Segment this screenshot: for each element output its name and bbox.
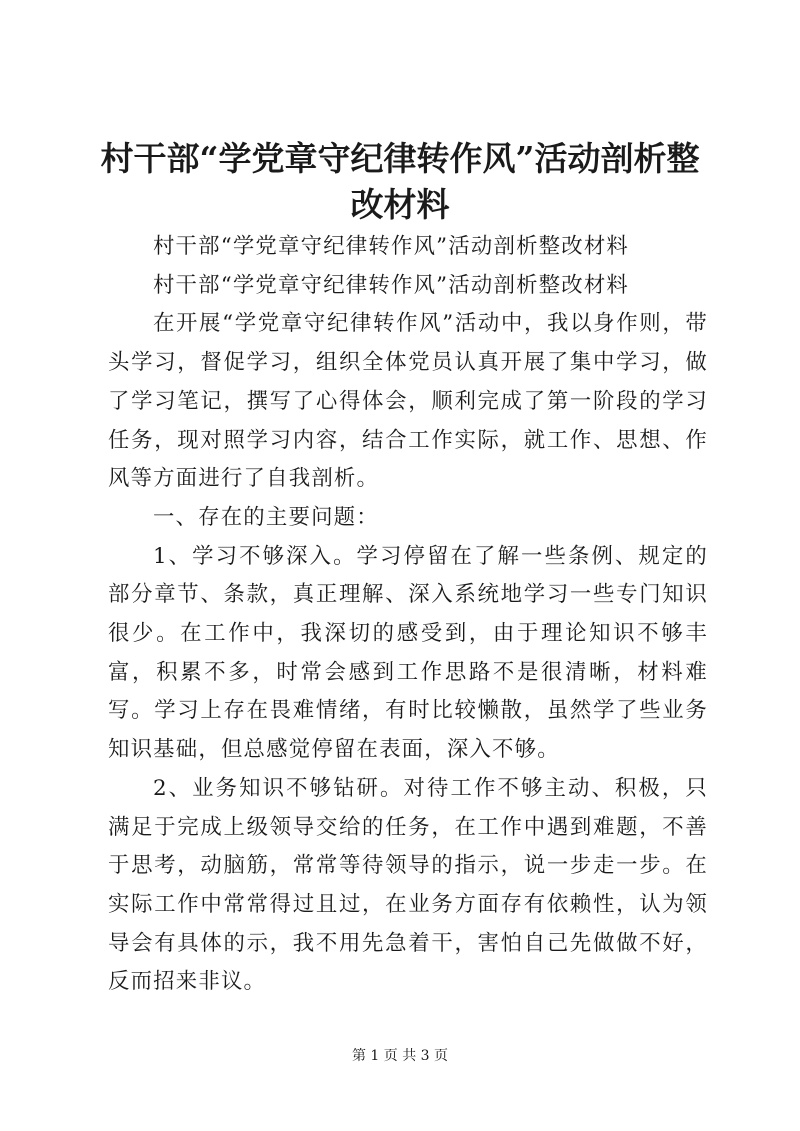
paragraph-item-2: 2、业务知识不够钻研。对待工作不够主动、积极，只满足于完成上级领导交给的任务，在工作中遇到难题，不善于思考，动脑筋，常常等待领导的指示，说一步走一步。在实际工作中常常得过且过，在业务方面存有依赖性，认为领导会有具体的示，我不用先急着干，害怕自己先做做不好，反而招来非议。 (108, 775, 708, 995)
paragraph-item-1: 1、学习不够深入。学习停留在了解一些条例、规定的部分章节、条款，真正理解、深入系统地学习一些专门知识很少。在工作中，我深切的感受到，由于理论知识不够丰富，积累不多，时常会感到工作思路不是很清晰，材料难写。学习上存在畏难情绪，有时比较懒散，虽然学了些业务知识基础，但总感觉停留在表面，深入不够。 (108, 543, 708, 763)
paragraph-subtitle-1: 村干部“学党章守纪律转作风”活动剖析整改材料 (152, 234, 630, 259)
document-body (108, 228, 708, 1002)
paragraph-subtitle-2: 村干部“学党章守纪律转作风”活动剖析整改材料 (152, 272, 630, 298)
paragraph-intro: 在开展“学党章守纪律转作风”活动中，我以身作则，带头学习，督促学习，组织全体党员认真开展了集中学习，做了学习笔记，撰写了心得体会，顺利完成了第一阶段的学习任务，现对照学习内容，结合工作实际，就工作、思想、作风等方面进行了自我剖析。 (108, 311, 708, 492)
page-footer: 第 1 页 共 3 页 (351, 1048, 449, 1064)
section-heading: 一、存在的主要问题： (152, 504, 379, 530)
document-title: 村干部“学党章守纪律转作风”活动剖析整改材料 (100, 139, 700, 224)
